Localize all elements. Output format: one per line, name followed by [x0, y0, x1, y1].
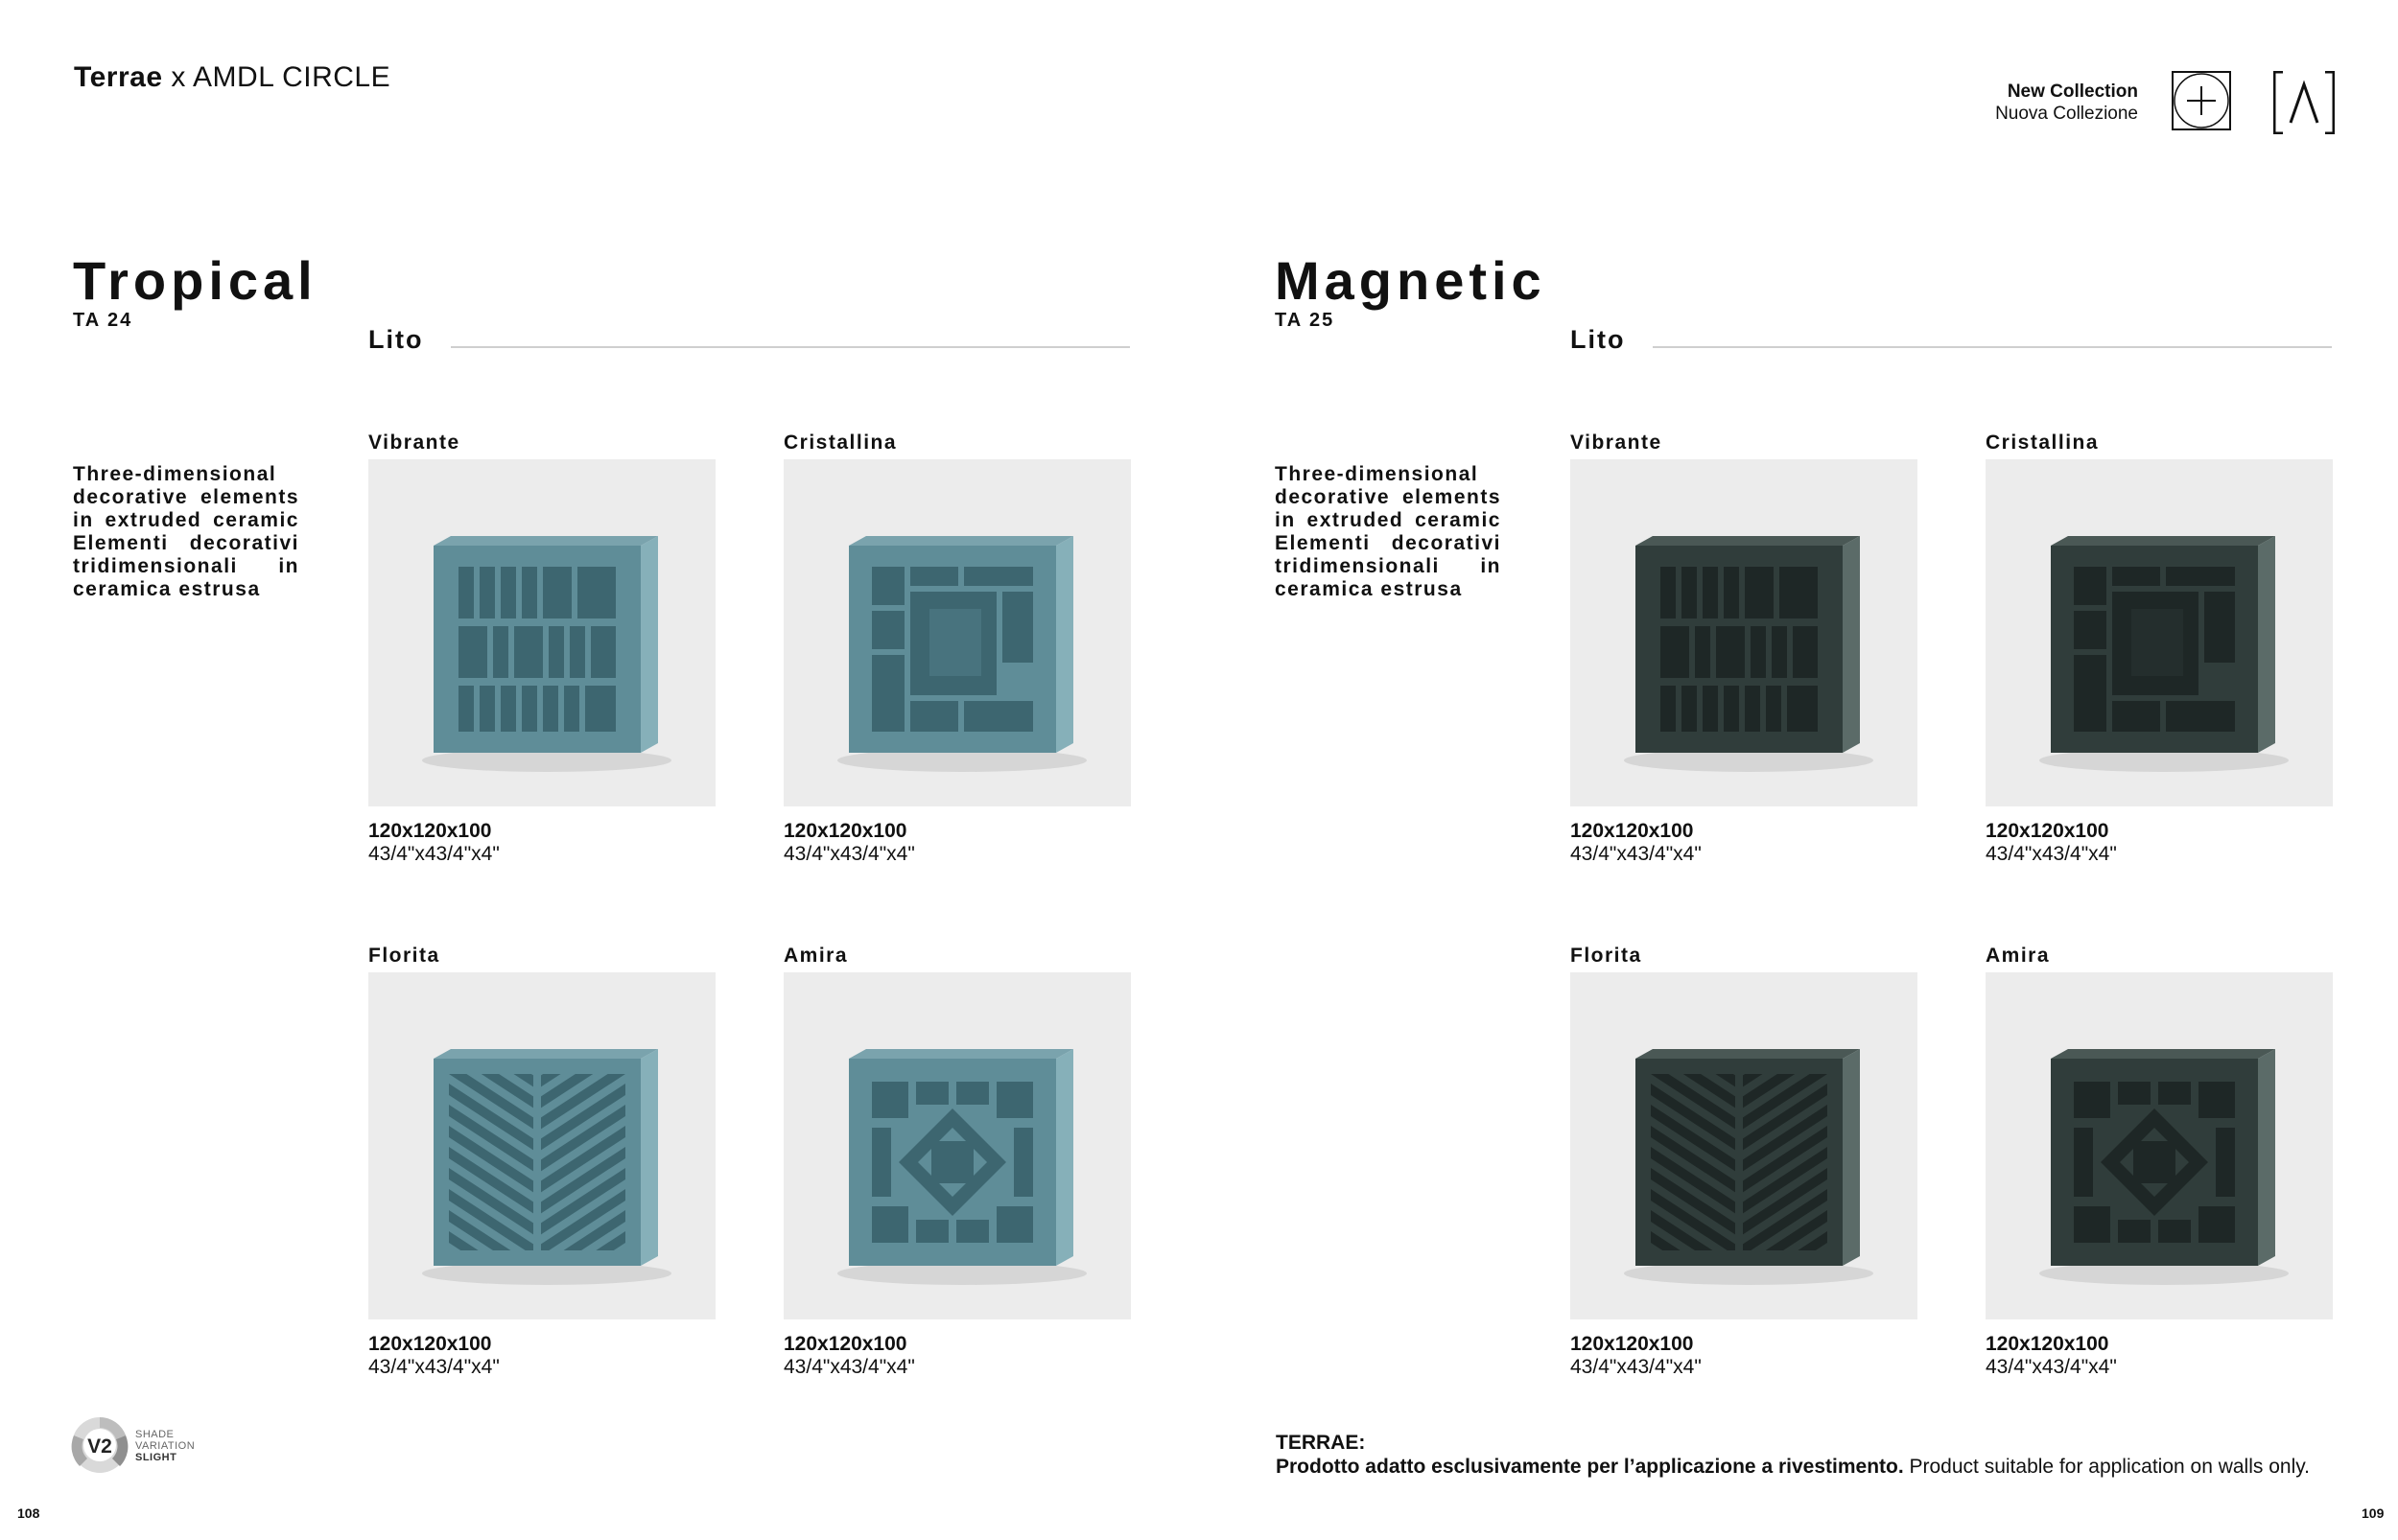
product-image: [1986, 972, 2333, 1319]
size-mm: 120x120x100: [368, 1333, 492, 1355]
size-in: 43/4"x43/4"x4": [1986, 843, 2117, 865]
product-image: [368, 972, 716, 1319]
block-render-amira: [1986, 972, 2333, 1319]
product-card[interactable]: [368, 431, 716, 866]
divider-rule: [1653, 346, 2332, 348]
size-mm: 120x120x100: [1570, 820, 1694, 842]
product-name: Florita: [368, 945, 440, 967]
new-collection-en: New Collection: [2007, 82, 2138, 102]
block-render-florita: [1570, 972, 1917, 1319]
block-render-vibrante: [368, 459, 716, 806]
product-image: [784, 972, 1131, 1319]
description-tropical: Three-dimensional decorative elements in extruded ceramic Elementi decorativi tridimensionali in ceramica estrusa: [73, 463, 299, 600]
note-italian: Prodotto adatto esclusivamente per l’applicazione a rivestimento.: [1276, 1456, 1904, 1478]
amdl-logo-icon: [2273, 71, 2335, 134]
brand-title: [74, 61, 390, 94]
shade-line1: SHADE: [135, 1429, 175, 1440]
block-render-cristallina: [1986, 459, 2333, 806]
new-collection-it: Nuova Collezione: [1995, 104, 2138, 124]
size-mm: 120x120x100: [1986, 1333, 2109, 1355]
finish-label-tropical: Lito: [368, 325, 424, 354]
finish-label-magnetic: Lito: [1570, 325, 1626, 354]
block-render-florita: [368, 972, 716, 1319]
size-in: 43/4"x43/4"x4": [1570, 843, 1702, 865]
product-name: Vibrante: [1570, 432, 1662, 454]
product-image: [1570, 459, 1917, 806]
size-mm: 120x120x100: [784, 1333, 907, 1355]
section-title-magnetic: Magnetic: [1275, 250, 1546, 311]
block-render-amira: [784, 972, 1131, 1319]
block-render-cristallina: [784, 459, 1131, 806]
size-in: 43/4"x43/4"x4": [368, 1356, 500, 1378]
product-card[interactable]: [1570, 944, 1917, 1379]
page-number-left: 108: [17, 1505, 40, 1521]
note-label: TERRAE:: [1276, 1432, 1366, 1454]
size-mm: 120x120x100: [1570, 1333, 1694, 1355]
plus-logo-icon: [2172, 71, 2231, 130]
new-collection-label: [1995, 81, 2138, 125]
shade-line2: VARIATION: [135, 1440, 196, 1452]
footer-note: [1276, 1431, 2310, 1479]
product-image: [1986, 459, 2333, 806]
section-title-tropical: Tropical: [73, 250, 317, 311]
shade-code: V2: [87, 1435, 112, 1458]
size-in: 43/4"x43/4"x4": [784, 843, 915, 865]
product-card[interactable]: [784, 431, 1131, 866]
size-in: 43/4"x43/4"x4": [1986, 1356, 2117, 1378]
size-mm: 120x120x100: [784, 820, 907, 842]
product-name: Cristallina: [1986, 432, 2100, 454]
product-card[interactable]: [1986, 431, 2333, 866]
product-image: [368, 459, 716, 806]
product-name: Amira: [1986, 945, 2051, 967]
section-code-tropical: TA 24: [73, 310, 133, 331]
product-name: Vibrante: [368, 432, 460, 454]
shade-variation-label: [135, 1429, 195, 1463]
product-name: Cristallina: [784, 432, 898, 454]
product-card[interactable]: [1570, 431, 1917, 866]
product-image: [1570, 972, 1917, 1319]
section-code-magnetic: TA 25: [1275, 310, 1335, 331]
page-number-right: 109: [2362, 1505, 2385, 1521]
size-in: 43/4"x43/4"x4": [1570, 1356, 1702, 1378]
size-in: 43/4"x43/4"x4": [784, 1356, 915, 1378]
product-card[interactable]: [784, 944, 1131, 1379]
product-card[interactable]: [1986, 944, 2333, 1379]
divider-rule: [451, 346, 1130, 348]
block-render-vibrante: [1570, 459, 1917, 806]
size-mm: 120x120x100: [1986, 820, 2109, 842]
description-magnetic: Three-dimensional decorative elements in extruded ceramic Elementi decorativi tridimensionali in ceramica estrusa: [1275, 463, 1501, 600]
shade-line3: SLIGHT: [135, 1452, 177, 1463]
brand-collab: x AMDL CIRCLE: [162, 61, 391, 93]
size-in: 43/4"x43/4"x4": [368, 843, 500, 865]
brand-name: Terrae: [74, 61, 163, 93]
product-name: Florita: [1570, 945, 1642, 967]
product-name: Amira: [784, 945, 849, 967]
product-image: [784, 459, 1131, 806]
product-card[interactable]: [368, 944, 716, 1379]
note-english: Product suitable for application on walls only.: [1903, 1456, 2311, 1478]
size-mm: 120x120x100: [368, 820, 492, 842]
